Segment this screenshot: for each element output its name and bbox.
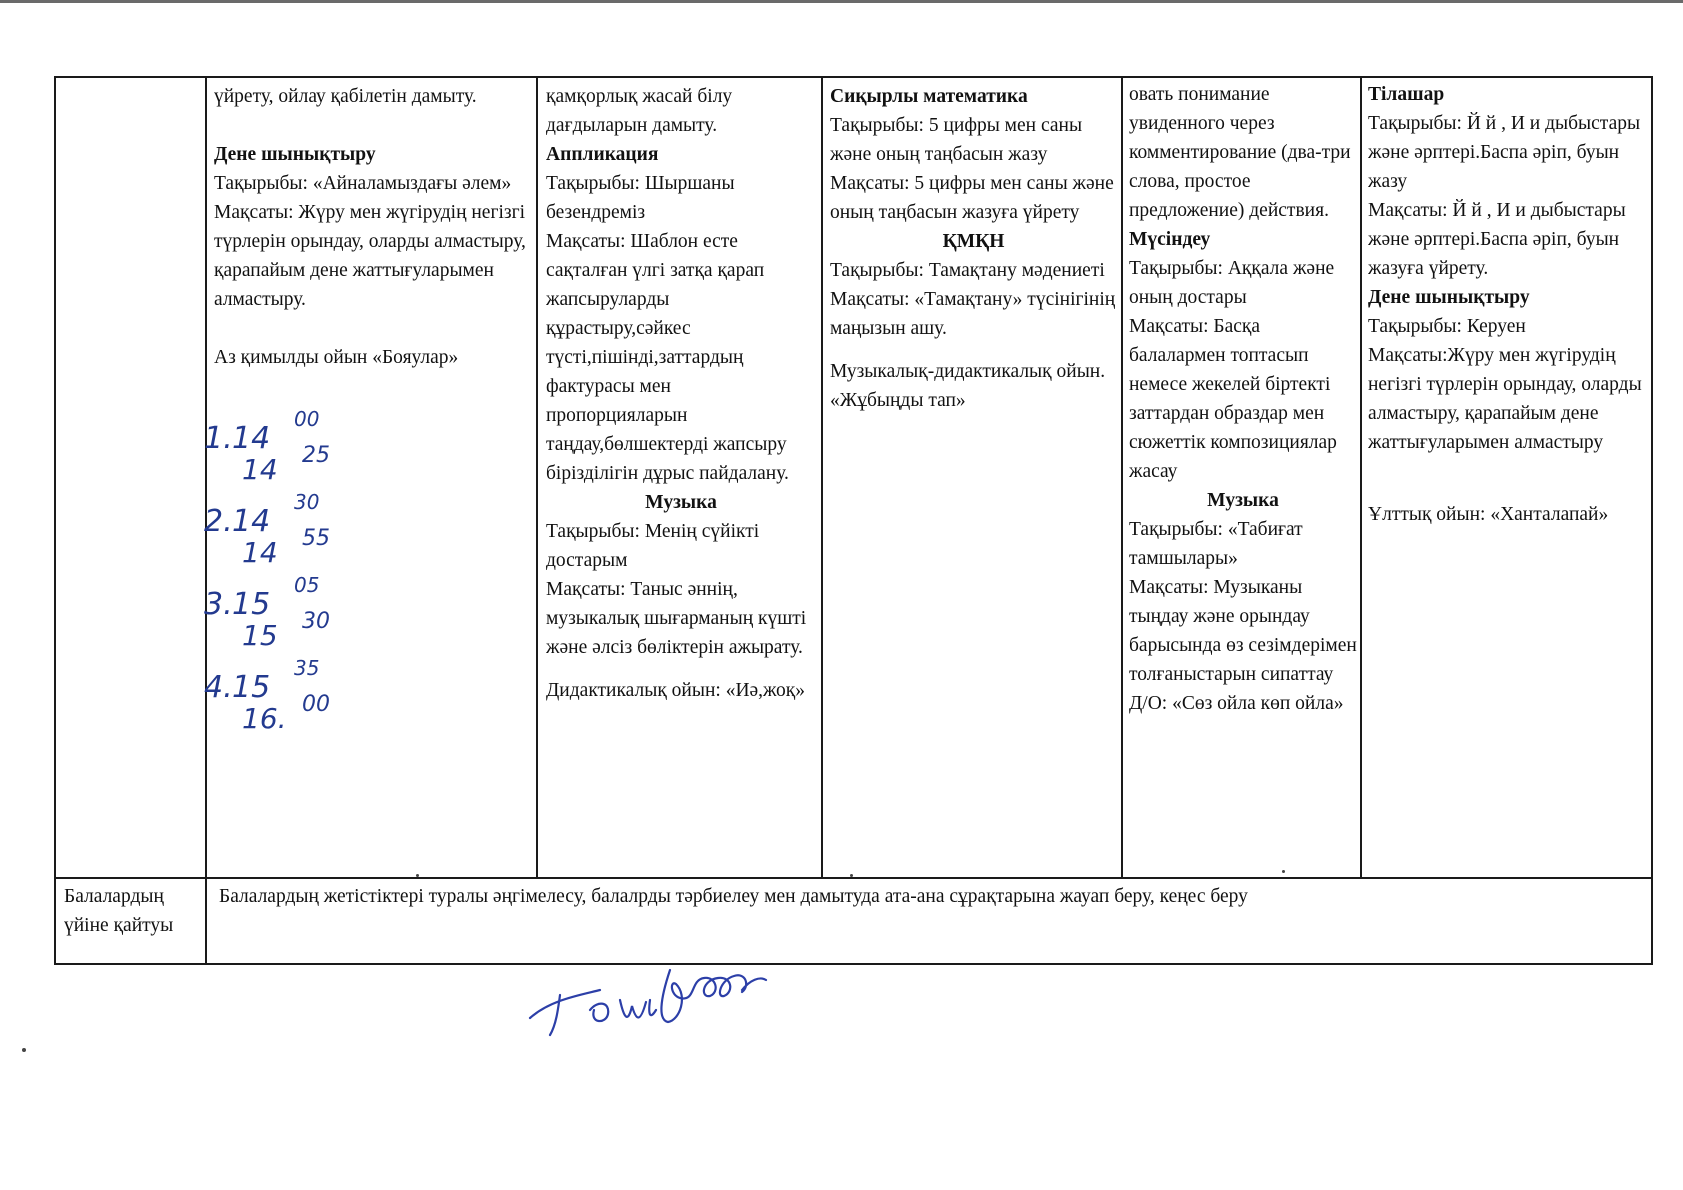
start-hour: 15 xyxy=(232,670,271,705)
section-heading: Аппликация xyxy=(546,144,659,165)
section-heading: Сиқырлы математика xyxy=(830,86,1028,107)
col-divider-4 xyxy=(1121,76,1123,879)
activity-text: Тақырыбы: Тамақтану мәдениеті xyxy=(830,260,1105,281)
section-heading: Тілашар xyxy=(1368,84,1445,105)
spacer xyxy=(214,314,532,343)
spacer xyxy=(1368,457,1648,486)
table-right-border xyxy=(1651,76,1653,965)
section-heading: ҚМҚН xyxy=(942,231,1005,252)
column-thursday xyxy=(830,82,1117,415)
activity-text: Тақырыбы: «Айналамыздағы әлем» xyxy=(214,173,512,194)
activity-text: Тақырыбы: Керуен xyxy=(1368,316,1526,337)
spacer xyxy=(1368,486,1648,500)
activity-text: Мақсаты: «Тамақтану» түсінігінің маңызын ашу. xyxy=(830,289,1116,339)
start-minutes: 30 xyxy=(294,490,320,514)
start-minutes: 35 xyxy=(294,656,320,680)
col-divider-2 xyxy=(536,76,538,879)
activity-text: Тақырыбы: Менің сүйікті достарым xyxy=(546,521,760,571)
start-hour: 14 xyxy=(232,504,271,539)
end-hour: 14 xyxy=(242,453,278,486)
schedule-number: 3. xyxy=(204,587,233,622)
start-minutes: 00 xyxy=(294,407,320,431)
activity-text: Мақсаты:Жүру мен жүгірудің негізгі түрлерін орындау, оларды алмастыру, қарапайым дене жаттығуларымен алмастыру xyxy=(1368,345,1642,453)
signature xyxy=(520,940,780,1040)
section-heading: Музыка xyxy=(645,492,717,513)
activity-text: Аз қимылды ойын «Бояулар» xyxy=(214,347,459,368)
activity-text: Тақырыбы: Й й , И и дыбыстары және әрптері.Баспа әріп, буын жазу xyxy=(1368,113,1641,192)
activity-text: Мақсаты: Й й , И и дыбыстары және әрптері.Баспа әріп, буын жазуға үйрету. xyxy=(1368,200,1626,279)
col-divider-3 xyxy=(821,76,823,879)
column-friday xyxy=(1129,80,1357,718)
column-saturday xyxy=(1368,80,1648,529)
activity-text: Ұлттық ойын: «Ханталапай» xyxy=(1368,504,1609,525)
handwritten-schedule xyxy=(204,407,534,851)
activity-text: Мақсаты: Музыканы тыңдау және орындау барысында өз сезімдерімен толғаныстарын сипаттау xyxy=(1129,577,1357,685)
end-hour: 14 xyxy=(242,536,278,569)
table-left-border xyxy=(54,76,56,965)
end-minutes: 30 xyxy=(302,609,330,634)
section-heading: Мүсіндеу xyxy=(1129,229,1211,250)
scan-speck xyxy=(1282,870,1285,873)
activity-text: Дидактикалық ойын: «Иә,жоқ» xyxy=(546,680,806,701)
activity-text: Тақырыбы: Шыршаны безендреміз xyxy=(546,173,735,223)
spacer xyxy=(546,662,816,676)
activity-text: Д/О: «Сөз ойла көп ойла» xyxy=(1129,693,1344,714)
scan-speck xyxy=(850,874,853,877)
activity-text: Тақырыбы: 5 цифры мен саны және оның таңбасын жазу xyxy=(830,115,1083,165)
section-heading: Дене шынықтыру xyxy=(1368,287,1530,308)
start-hour: 15 xyxy=(232,587,271,622)
bottom-row-label: Балалардың үйіне қайтуы xyxy=(64,886,174,936)
table-row-divider xyxy=(54,877,1653,879)
end-minutes: 25 xyxy=(302,443,330,468)
schedule-number: 2. xyxy=(204,504,233,539)
column-tuesday xyxy=(214,82,532,372)
activity-text: Музыкалық-дидактикалық ойын. «Жұбыңды тап» xyxy=(830,361,1106,411)
schedule-number: 4. xyxy=(204,670,233,705)
start-minutes: 05 xyxy=(294,573,320,597)
section-heading: Музыка xyxy=(1207,490,1279,511)
activity-text: Мақсаты: Басқа балалармен топтасып немесе жекелей біртекті заттардан образдар мен сюжеттік композициялар жасау xyxy=(1129,316,1337,482)
activity-text: үйрету, ойлау қабілетін дамыту. xyxy=(214,86,477,107)
activity-text: Мақсаты: 5 цифры мен саны және оның таңбасын жазуға үйрету xyxy=(830,173,1114,223)
end-hour: 15 xyxy=(242,619,278,652)
col-divider-5 xyxy=(1360,76,1362,879)
spacer xyxy=(214,111,532,140)
activity-text: овать понимание увиденного через комментирование (два-три слова, простое предложение) действия. xyxy=(1129,84,1351,221)
column-wednesday xyxy=(546,82,816,705)
scan-speck xyxy=(22,1048,26,1052)
scan-edge xyxy=(0,0,1683,3)
activity-text: Мақсаты: Жүру мен жүгірудің негізгі түрлерін орындау, оларды алмастыру, қарапайым дене жаттығуларымен алмастыру. xyxy=(214,202,526,310)
scan-speck xyxy=(416,874,419,877)
end-hour: 16. xyxy=(242,702,287,735)
section-heading: Дене шынықтыру xyxy=(214,144,376,165)
activity-text: Тақырыбы: Аққала және оның достары xyxy=(1129,258,1335,308)
end-minutes: 00 xyxy=(302,692,330,717)
spacer xyxy=(830,343,1117,357)
activity-text: Мақсаты: Шаблон есте сақталған үлгі затқа қарап жапсыруларды құрастыру,сәйкес түсті,пішінді,заттардың фактурасы мен пропорцияларын таңдау,бөлшектерді жапсыру бірізділігін дұрыс пайдалану. xyxy=(546,231,789,484)
end-minutes: 55 xyxy=(302,526,330,551)
activity-text: Мақсаты: Таныс әннің, музыкалық шығарманың күшті және әлсіз бөліктерін ажырату. xyxy=(546,579,807,658)
table-top-border xyxy=(54,76,1653,78)
activity-text: Тақырыбы: «Табиғат тамшылары» xyxy=(1129,519,1303,569)
bottom-row-text: Балалардың жетістіктері туралы әңгімелесу, балалрды тәрбиелеу мен дамытуда ата-ана сұрақтарына жауап беру, кеңес беру xyxy=(219,886,1248,907)
schedule-number: 1. xyxy=(204,421,233,456)
table-bottom-border xyxy=(54,963,1653,965)
schedule-table xyxy=(54,76,1653,964)
start-hour: 14 xyxy=(232,421,271,456)
activity-text: қамқорлық жасай білу дағдыларын дамыту. xyxy=(546,86,733,136)
